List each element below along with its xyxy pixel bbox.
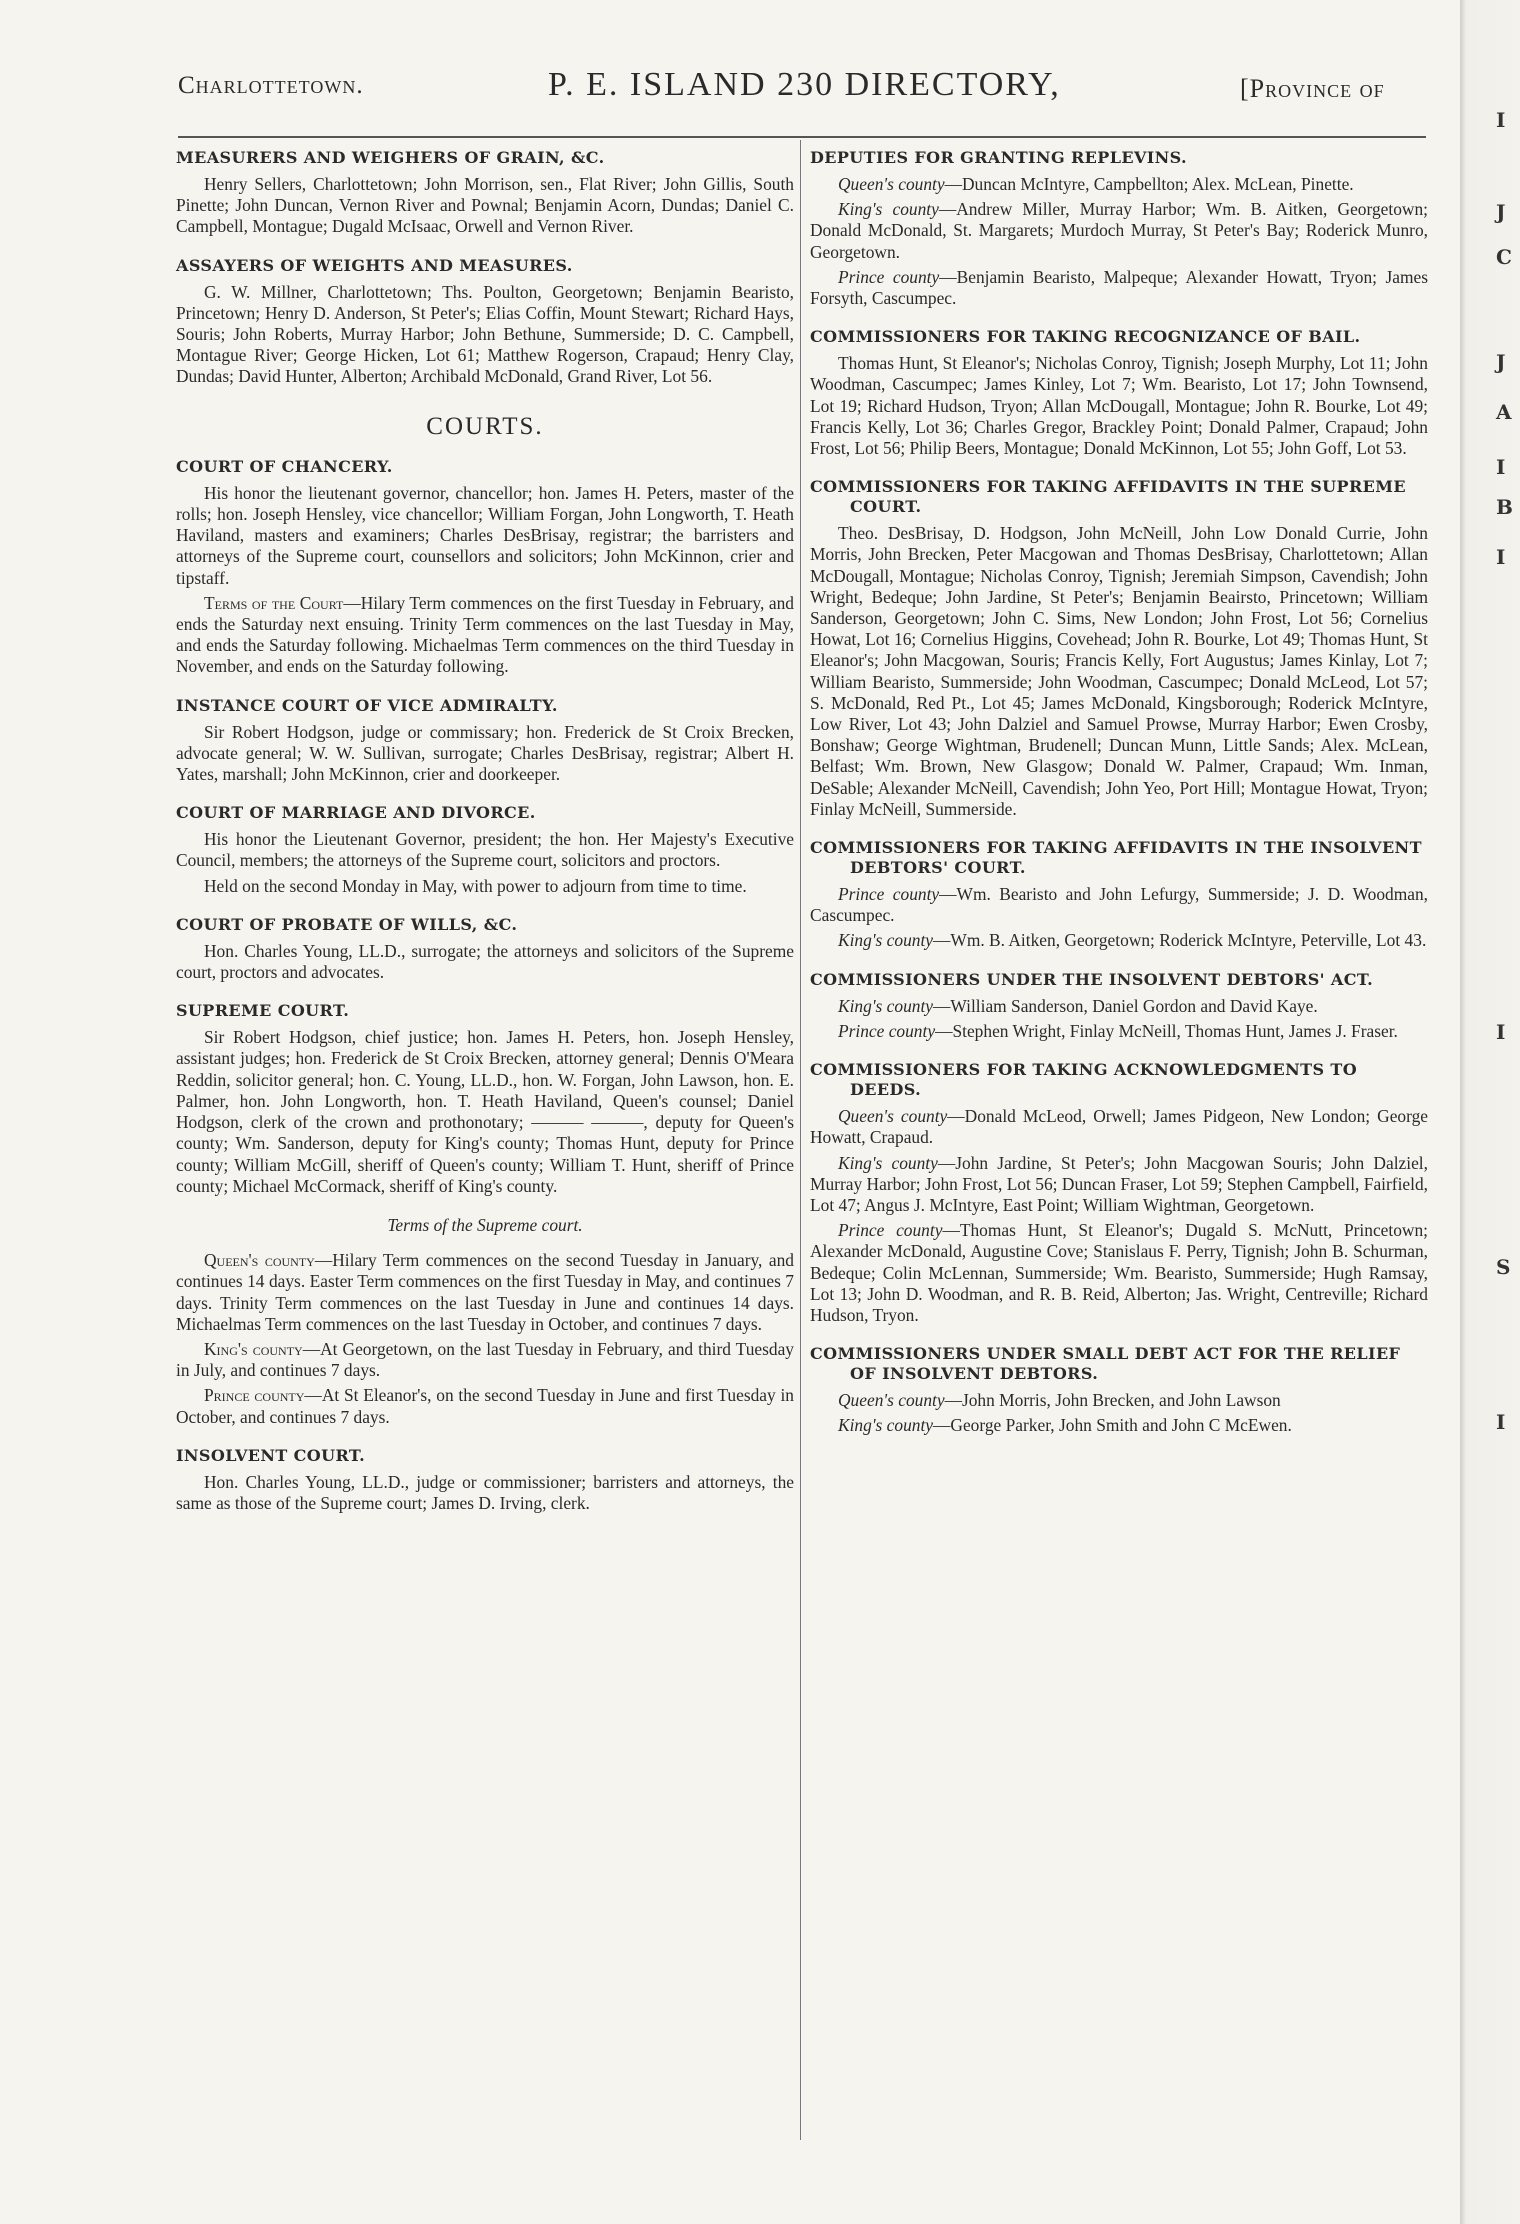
county-text: —At Georgetown, on the last Tuesday in February, and third Tuesday in July, and continues 7 days. (176, 1338, 794, 1381)
running-head (178, 66, 1428, 116)
county-label: King's county (838, 930, 934, 951)
county-label: King's county (838, 995, 934, 1016)
county-label: King's county (838, 199, 939, 220)
section-text (810, 1220, 1428, 1326)
section-text (810, 996, 1428, 1017)
edge-letter: B (1496, 495, 1513, 519)
edge-letter: J (1496, 200, 1506, 224)
terms-subtitle: Terms of the Supreme court. (387, 1214, 583, 1235)
section-text (176, 593, 794, 678)
section-text: Hon. Charles Young, LL.D., surrogate; the attorneys and solicitors of the Supreme court, proctors and advocates. (176, 940, 794, 983)
section-text: Theo. DesBrisay, D. Hodgson, John McNeill, John Low Donald Currie, John Morris, John Brecken, Peter Macgowan and Thomas DesBrisay, Charlottetown; Allan McDougall, Montague; Nicholas Conroy, Tignish; Jeremiah Simpson, Cavendish; John Wright, Bedeque; John Jardine, St Peter's; Benjamin Beairsto, Princetown; William Sanderson, Georgetown; John C. Sims, New London; John Frost, Lot 56; Cornelius Howat, Lot 16; Cornelius Higgins, Covehead; John R. Bourke, Lot 49; Thomas Hunt, St Eleanor's; John Macgowan, Souris; Francis Kelly, Fort Augustus; James Kinlay, Lot 7; William Bearisto, Summerside; John Woodman, Cascumpec; Donald McLeod, Lot 57; S. McDonald, Red Pt., Lot 45; James McDonald, Kingsborough; Roderick McIntyre, Low River, Lot 43; John Dalziel and Samuel Prowse, Murray Harbor; Ewen Crosby, Bonshaw; George Wightman, Brudenell; Duncan Munn, Little Sands; Alex. McLean, Belfast; Wm. Brown, New Glasgow; Donald W. Palmer, Crapaud; Wm. Inman, DeSable; Alexander McNeill, Cavendish; John Yeo, Port Hill; Montague Howat, Tryon; Finlay McNeill, Summerside. (810, 523, 1428, 819)
county-text: —Benjamin Bearisto, Malpeque; Alexander Howatt, Tryon; James Forsyth, Cascumpec. (810, 266, 1428, 309)
county-label: Queen's county (838, 1390, 945, 1411)
section-heading: MEASURERS AND WEIGHERS OF GRAIN, &C. (176, 148, 605, 167)
section-heading: COMMISSIONERS FOR TAKING AFFIDAVITS IN THE INSOLVENT DEBTORS' COURT. (810, 838, 1422, 878)
header-left: Charlottetown. (178, 72, 364, 99)
section-text: His honor the Lieutenant Governor, president; the hon. Her Majesty's Executive Council, members; the attorneys of the Supreme court, solicitors and proctors. (176, 829, 794, 871)
county-text: —Donald McLeod, Orwell; James Pidgeon, New London; George Howatt, Crapaud. (810, 1106, 1429, 1148)
county-text: —William Sanderson, Daniel Gordon and David Kaye. (933, 995, 1318, 1016)
section-text (810, 1153, 1428, 1217)
section-text: Henry Sellers, Charlottetown; John Morrison, sen., Flat River; John Gillis, South Pinette; John Duncan, Vernon River and Pownal; Benjamin Acorn, Dundas; Daniel C. Campbell, Montague; Dugald McIsaac, Orwell and Vernon River. (176, 174, 794, 237)
section-text: Hon. Charles Young, LL.D., judge or commissioner; barristers and attorneys, the same as those of the Supreme court; James D. Irving, clerk. (176, 1471, 794, 1513)
section-heading: ASSAYERS OF WEIGHTS AND MEASURES. (176, 255, 573, 275)
county-text: —George Parker, John Smith and John C McEwen. (933, 1415, 1292, 1436)
header-center: P. E. ISLAND 230 DIRECTORY, (548, 66, 1061, 103)
edge-letter: I (1496, 455, 1506, 479)
facing-page-edge (1460, 0, 1520, 2224)
section-text: Sir Robert Hodgson, judge or commissary; hon. Frederick de St Croix Brecken, advocate general; W. W. Sullivan, surrogate; Charles DesBrisay, registrar; Albert H. Yates, marshall; John McKinnon, crier and doorkeeper. (176, 721, 794, 785)
edge-letter: C (1496, 245, 1512, 269)
section-text: G. W. Millner, Charlottetown; Ths. Poulton, Georgetown; Benjamin Bearisto, Princetown; Henry D. Anderson, St Peter's; Elias Coffin, Mount Stewart; Richard Hays, Souris; John Roberts, Murray Harbor; John Bethune, Summerside; D. C. Campbell, Montague River; George Hicken, Lot 61; Matthew Rogerson, Crapaud; Henry Clay, Dundas; David Hunter, Alberton; Archibald McDonald, Grand River, Lot 56. (176, 281, 794, 387)
edge-letter: S (1496, 1255, 1511, 1279)
county-text: —Andrew Miller, Murray Harbor; Wm. B. Aitken, Georgetown; Donald McDonald, St. Margarets; Murdoch Murray, St Peter's Bay; Roderick Munro, Georgetown. (810, 199, 1428, 262)
edge-letter: A (1496, 400, 1512, 424)
terms-label: Terms of the Court (204, 592, 344, 613)
county-label: Prince county (838, 1220, 943, 1241)
edge-letter: I (1496, 545, 1506, 569)
county-text: —Hilary Term commences on the second Tuesday in January, and continues 14 days. Easter Term commences on the first Tuesday in May, and continues 7 days. Trinity Term commences on the last Tuesday in June and continues 14 days. Michaelmas Term commences on the last Tuesday in October, and continues 7 days. (176, 1250, 794, 1334)
section-heading: COMMISSIONERS UNDER THE INSOLVENT DEBTORS' ACT. (810, 969, 1374, 989)
county-text: —Duncan McIntyre, Campbellton; Alex. McLean, Pinette. (944, 174, 1354, 194)
edge-letter: I (1496, 1020, 1506, 1044)
county-label: Queen's county (204, 1250, 315, 1271)
county-label: Prince county (838, 884, 940, 905)
left-column (176, 148, 794, 1518)
section-text (810, 930, 1428, 951)
edge-letter: I (1496, 1410, 1506, 1434)
section-text (176, 1385, 794, 1427)
section-text (810, 174, 1428, 195)
section-text (810, 884, 1428, 926)
section-heading: COMMISSIONERS FOR TAKING ACKNOWLEDGMENTS TO DEEDS. (810, 1060, 1358, 1100)
county-label: Prince county (838, 1020, 936, 1041)
right-column (810, 148, 1428, 1441)
section-text: Held on the second Monday in May, with power to adjourn from time to time. (204, 875, 747, 896)
section-heading: COURT OF CHANCERY. (176, 456, 393, 476)
section-heading: COMMISSIONERS FOR TAKING AFFIDAVITS IN THE SUPREME COURT. (810, 477, 1406, 517)
county-text: —Wm. Bearisto and John Lefurgy, Summerside; J. D. Woodman, Cascumpec. (810, 884, 1429, 926)
county-label: Queen's county (838, 174, 945, 194)
section-text (810, 1021, 1428, 1042)
section-text: His honor the lieutenant governor, chancellor; hon. James H. Peters, master of the rolls; hon. Joseph Hensley, vice chancellor; William Forgan, John Longworth, T. Heath Haviland, masters and examiners; Charles DesBrisay, registrar; the barristers and attorneys of the Supreme court, counsellors and solicitors; John McKinnon, crier and tipstaff. (176, 482, 794, 588)
county-text: —John Jardine, St Peter's; John Macgowan Souris; John Dalziel, Murray Harbor; John Frost, Lot 56; Duncan Fraser, Lot 59; Stephen Campbell, Fairfield, Lot 47; Angus J. McIntyre, East Point; William Wightman, Georgetown. (810, 1152, 1428, 1215)
section-text (810, 199, 1428, 263)
section-heading: COMMISSIONERS UNDER SMALL DEBT ACT FOR THE RELIEF OF INSOLVENT DEBTORS. (810, 1344, 1401, 1384)
courts-title: COURTS. (426, 412, 544, 440)
section-heading: COMMISSIONERS FOR TAKING RECOGNIZANCE OF BAIL. (810, 327, 1361, 347)
section-heading: SUPREME COURT. (176, 1001, 350, 1021)
county-text: —Wm. B. Aitken, Georgetown; Roderick McIntyre, Peterville, Lot 43. (933, 930, 1427, 951)
county-label: King's county (838, 1415, 934, 1436)
county-label: Queen's county (838, 1106, 948, 1127)
county-label: King's county (838, 1152, 938, 1173)
section-text (810, 1415, 1428, 1436)
section-heading: INSTANCE COURT OF VICE ADMIRALTY. (176, 695, 558, 715)
county-text: —Thomas Hunt, St Eleanor's; Dugald S. McNutt, Princetown; Alexander McDonald, Augustine Cove; Stanislaus F. Perry, Tignish; John B. Schurman, Bedeque; Colin McLennan, Summerside; Wm. Bearisto, Summerside; Hugh Ramsay, Lot 13; John D. Woodman, and R. B. Reid, Alberton; Jas. Wright, Centreville; Richard Hudson, Tryon. (810, 1220, 1429, 1325)
section-text (176, 1250, 794, 1335)
edge-letter: I (1496, 108, 1506, 132)
section-heading: COURT OF PROBATE OF WILLS, &C. (176, 914, 518, 934)
section-text (176, 1339, 794, 1381)
county-text: —Stephen Wright, Finlay McNeill, Thomas Hunt, James J. Fraser. (935, 1020, 1398, 1041)
section-heading: INSOLVENT COURT. (176, 1445, 366, 1465)
edge-letter: J (1496, 350, 1506, 374)
section-heading: COURT OF MARRIAGE AND DIVORCE. (176, 803, 536, 823)
section-text: Thomas Hunt, St Eleanor's; Nicholas Conroy, Tignish; Joseph Murphy, Lot 11; John Woodman, Cascumpec; James Kinley, Lot 7; Wm. Bearisto, Lot 17; John Townsend, Lot 19; Richard Hudson, Tryon; Allan McDougall, Montague; John R. Bourke, Lot 49; Francis Kelly, Lot 36; Charles Gregor, Brackley Point; Donald Palmer, Crapaud; John Frost, Lot 56; Philip Beers, Montague; Donald McKinnon, Lot 55; John Goff, Lot 53. (810, 353, 1428, 459)
terms-text: —Hilary Term commences on the first Tuesday in February, and ends the Saturday next ensuing. Trinity Term commences on the last Tuesday in May, and ends the Saturday following. Michaelmas Term commences on the third Tuesday in November, and ends on the Saturday following. (176, 592, 794, 677)
header-right: [Province of (1240, 74, 1385, 103)
section-text: Sir Robert Hodgson, chief justice; hon. James H. Peters, hon. Joseph Hensley, assistant judges; hon. Frederick de St Croix Brecken, attorney general; Dennis O'Meara Reddin, solicitor general; hon. C. Young, LL.D., hon. W. Forgan, John Lawson, hon. E. Palmer, hon. John Longworth, hon. T. Heath Haviland, Queen's counsel; Daniel Hodgson, clerk of the crown and prothonotary; ——— ———, deputy for Queen's county; Wm. Sanderson, deputy for King's county; Thomas Hunt, deputy for Prince county; William McGill, sheriff of Queen's county; William T. Hunt, sheriff of Prince county; Michael McCormack, sheriff of King's county. (176, 1027, 794, 1196)
county-label: King's county (204, 1338, 303, 1359)
county-text: —At St Eleanor's, on the second Tuesday in June and first Tuesday in October, and continues 7 days. (176, 1385, 794, 1427)
section-text (810, 1106, 1428, 1148)
county-label: Prince county (838, 266, 940, 287)
section-heading: DEPUTIES FOR GRANTING REPLEVINS. (810, 148, 1188, 167)
column-divider (800, 140, 801, 2140)
county-label: Prince county (204, 1385, 305, 1406)
section-text (810, 1390, 1428, 1411)
header-rule (178, 136, 1426, 138)
section-text (810, 267, 1428, 309)
county-text: —John Morris, John Brecken, and John Lawson (944, 1390, 1281, 1411)
